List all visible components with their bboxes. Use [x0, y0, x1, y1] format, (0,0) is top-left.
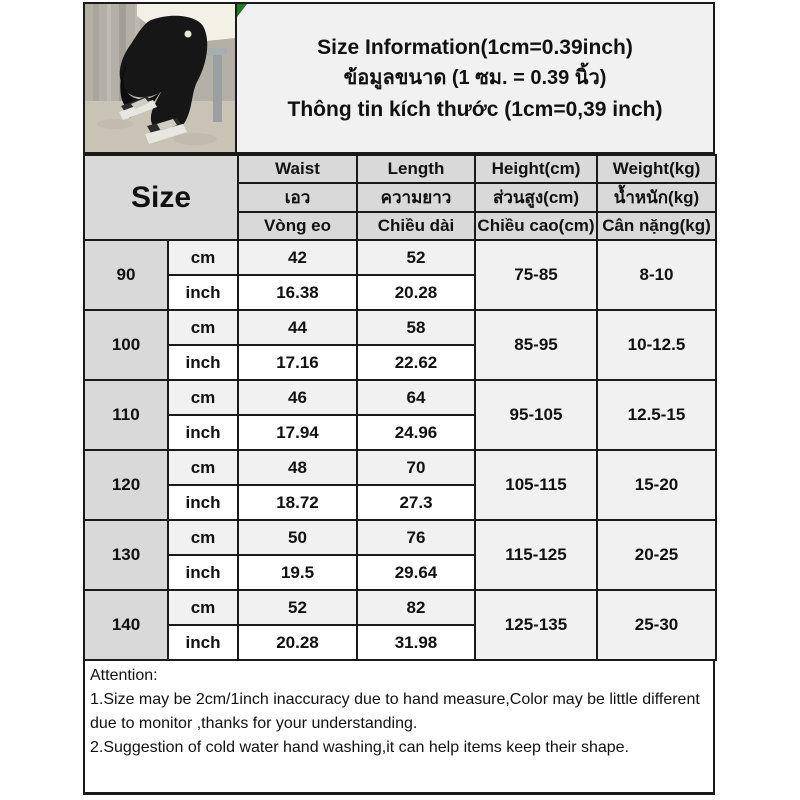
- size-value: 140: [84, 590, 168, 660]
- length-inch: 22.62: [357, 345, 475, 380]
- header-length-th: ความยาว: [357, 183, 475, 212]
- waist-cm: 46: [238, 380, 357, 415]
- waist-inch: 16.38: [238, 275, 357, 310]
- length-cm: 76: [357, 520, 475, 555]
- unit-label: cm: [168, 520, 238, 555]
- waist-cm: 44: [238, 310, 357, 345]
- length-inch: 29.64: [357, 555, 475, 590]
- weight-range: 12.5-15: [597, 380, 716, 450]
- unit-label: cm: [168, 380, 238, 415]
- height-range: 95-105: [475, 380, 597, 450]
- waist-cm: 42: [238, 240, 357, 275]
- unit-label: inch: [168, 345, 238, 380]
- size-value: 120: [84, 450, 168, 520]
- table-row: [84, 590, 716, 625]
- attention-line: 1.Size may be 2cm/1inch inaccuracy due to hand measure,Color may be little different: [90, 691, 700, 708]
- attention-box: [83, 661, 715, 795]
- length-inch: 31.98: [357, 625, 475, 660]
- table-row: [84, 310, 716, 345]
- unit-label: inch: [168, 275, 238, 310]
- header-length-vi: Chiều dài: [357, 212, 475, 240]
- unit-label: inch: [168, 625, 238, 660]
- header-height-vi: Chiều cao(cm): [475, 212, 597, 240]
- height-range: 125-135: [475, 590, 597, 660]
- size-value: 90: [84, 240, 168, 310]
- waist-inch: 20.28: [238, 625, 357, 660]
- length-cm: 64: [357, 380, 475, 415]
- size-value: 110: [84, 380, 168, 450]
- waist-inch: 18.72: [238, 485, 357, 520]
- weight-range: 25-30: [597, 590, 716, 660]
- waist-inch: 19.5: [238, 555, 357, 590]
- size-value: 100: [84, 310, 168, 380]
- green-corner-icon: [237, 4, 247, 17]
- waist-cm: 48: [238, 450, 357, 485]
- attention-line: due to monitor ,thanks for your understanding.: [90, 715, 418, 732]
- size-table: [83, 154, 717, 661]
- weight-range: 10-12.5: [597, 310, 716, 380]
- table-row: [84, 450, 716, 485]
- unit-label: cm: [168, 310, 238, 345]
- unit-label: inch: [168, 415, 238, 450]
- length-cm: 52: [357, 240, 475, 275]
- header-row-en: [84, 155, 716, 183]
- length-inch: 24.96: [357, 415, 475, 450]
- title-line-en: Size Information(1cm=0.39inch): [317, 35, 633, 59]
- header-waist-en: Waist: [238, 155, 357, 183]
- header-length-en: Length: [357, 155, 475, 183]
- title-line-th: ข้อมูลขนาด (1 ซม. = 0.39 นิ้ว): [343, 66, 607, 89]
- length-cm: 82: [357, 590, 475, 625]
- title-box: [237, 2, 715, 154]
- height-range: 85-95: [475, 310, 597, 380]
- header-size: Size: [84, 155, 238, 240]
- unit-label: cm: [168, 240, 238, 275]
- header-waist-vi: Vòng eo: [238, 212, 357, 240]
- title-line-vi: Thông tin kích thước (1cm=0,39 inch): [287, 97, 663, 121]
- header-weight-en: Weight(kg): [597, 155, 716, 183]
- waist-cm: 52: [238, 590, 357, 625]
- height-range: 115-125: [475, 520, 597, 590]
- top-block: [83, 2, 715, 154]
- unit-label: cm: [168, 590, 238, 625]
- waist-cm: 50: [238, 520, 357, 555]
- header-height-th: ส่วนสูง(cm): [475, 183, 597, 212]
- weight-range: 20-25: [597, 520, 716, 590]
- length-cm: 58: [357, 310, 475, 345]
- length-inch: 20.28: [357, 275, 475, 310]
- attention-line: 2.Suggestion of cold water hand washing,it can help items keep their shape.: [90, 739, 629, 756]
- length-cm: 70: [357, 450, 475, 485]
- size-chart-sheet: [83, 2, 715, 795]
- unit-label: cm: [168, 450, 238, 485]
- header-waist-th: เอว: [238, 183, 357, 212]
- header-weight-th: น้ำหนัก(kg): [597, 183, 716, 212]
- waist-inch: 17.94: [238, 415, 357, 450]
- attention-heading: Attention:: [90, 667, 158, 684]
- table-row: [84, 240, 716, 275]
- weight-range: 8-10: [597, 240, 716, 310]
- product-photo-illustration: [85, 4, 235, 152]
- waist-inch: 17.16: [238, 345, 357, 380]
- unit-label: inch: [168, 555, 238, 590]
- size-value: 130: [84, 520, 168, 590]
- table-row: [84, 380, 716, 415]
- weight-range: 15-20: [597, 450, 716, 520]
- product-photo: [83, 2, 237, 154]
- height-range: 75-85: [475, 240, 597, 310]
- header-height-en: Height(cm): [475, 155, 597, 183]
- table-row: [84, 520, 716, 555]
- header-weight-vi: Cân nặng(kg): [597, 212, 716, 240]
- length-inch: 27.3: [357, 485, 475, 520]
- height-range: 105-115: [475, 450, 597, 520]
- unit-label: inch: [168, 485, 238, 520]
